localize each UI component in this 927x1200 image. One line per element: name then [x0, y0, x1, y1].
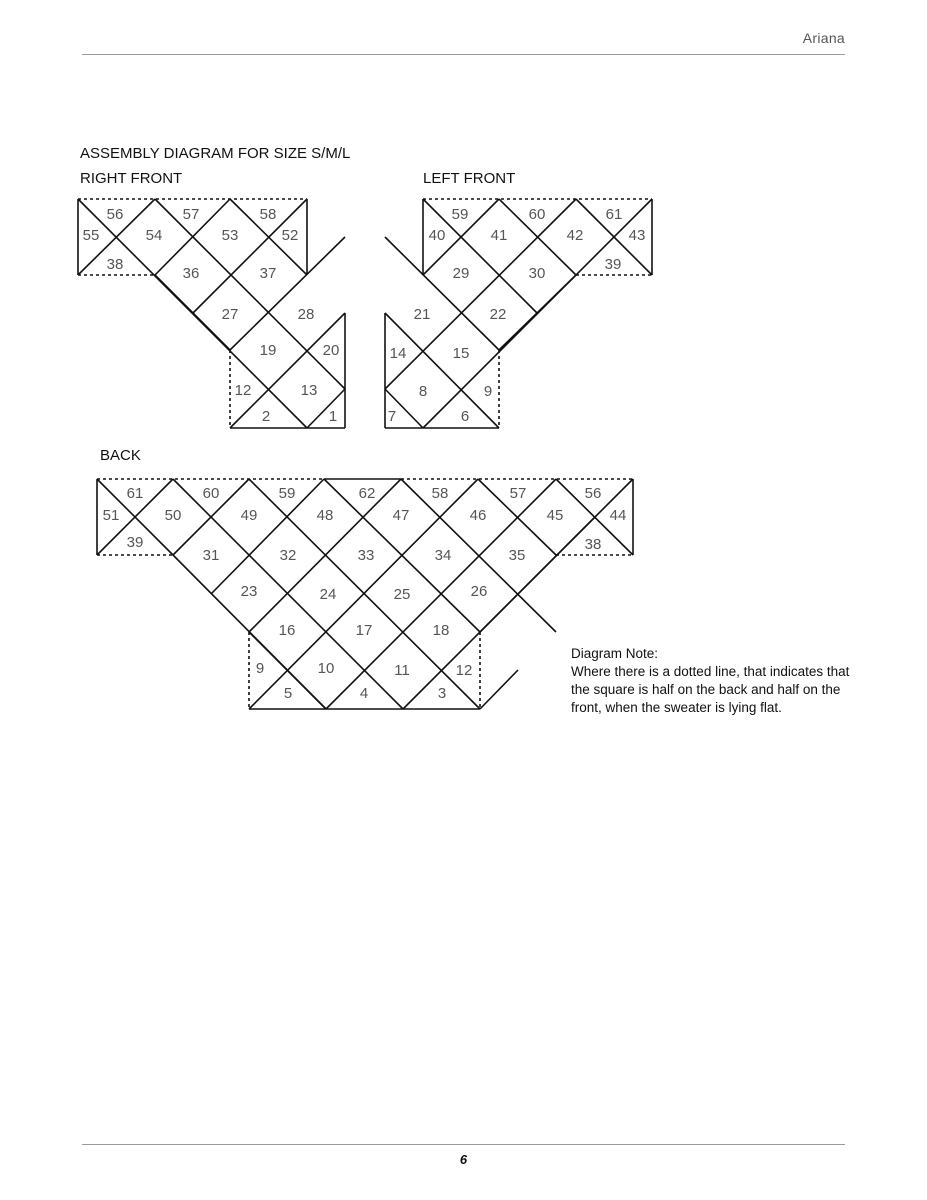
footer-rule [82, 1144, 845, 1145]
square-number: 57 [182, 206, 200, 223]
note-title: Diagram Note: [571, 646, 659, 661]
square-number: 53 [221, 227, 239, 244]
square-number: 41 [490, 227, 508, 244]
square-number: 44 [609, 507, 627, 524]
header-title: Ariana [802, 30, 845, 46]
square-number: 51 [102, 507, 120, 524]
square-number: 49 [240, 507, 258, 524]
square-number: 56 [106, 206, 124, 223]
square-number: 36 [182, 265, 200, 282]
square-number: 58 [431, 485, 449, 502]
square-number: 20 [322, 342, 340, 359]
square-number: 14 [389, 345, 407, 362]
square-number: 26 [470, 583, 488, 600]
square-number: 12 [455, 662, 473, 679]
back-label: BACK [100, 447, 141, 464]
square-number: 25 [393, 586, 411, 603]
square-number: 35 [508, 547, 526, 564]
square-number: 23 [240, 583, 258, 600]
square-number: 38 [106, 256, 124, 273]
note-line: front, when the sweater is lying flat. [571, 700, 782, 715]
square-number: 7 [387, 408, 397, 425]
square-number: 47 [392, 507, 410, 524]
square-number: 56 [584, 485, 602, 502]
note-line: the square is half on the back and half on the [571, 682, 841, 697]
square-number: 1 [328, 408, 338, 425]
square-number: 40 [428, 227, 446, 244]
square-number: 16 [278, 622, 296, 639]
square-number: 19 [259, 342, 277, 359]
square-number: 15 [452, 345, 470, 362]
square-number: 43 [628, 227, 646, 244]
diagram-title: ASSEMBLY DIAGRAM FOR SIZE S/M/L [80, 145, 351, 162]
square-number: 10 [317, 660, 335, 677]
square-number: 5 [283, 685, 293, 702]
left-front-labels [388, 206, 646, 425]
square-number: 18 [432, 622, 450, 639]
right-front-label: RIGHT FRONT [80, 170, 183, 187]
square-number: 60 [528, 206, 546, 223]
square-number: 39 [126, 534, 144, 551]
square-number: 55 [82, 227, 100, 244]
square-number: 12 [234, 382, 252, 399]
square-number: 34 [434, 547, 452, 564]
square-number: 39 [604, 256, 622, 273]
square-number: 9 [255, 660, 265, 677]
square-number: 37 [259, 265, 277, 282]
square-number: 30 [528, 265, 546, 282]
square-number: 59 [278, 485, 296, 502]
square-number: 50 [164, 507, 182, 524]
square-number: 46 [469, 507, 487, 524]
square-number: 52 [281, 227, 299, 244]
square-number: 29 [452, 265, 470, 282]
diagram-note [571, 645, 891, 717]
square-number: 4 [359, 685, 369, 702]
left-front-label: LEFT FRONT [423, 170, 516, 187]
square-number: 48 [316, 507, 334, 524]
square-number: 32 [279, 547, 297, 564]
square-number: 62 [358, 485, 376, 502]
square-number: 42 [566, 227, 584, 244]
square-number: 22 [489, 306, 507, 323]
note-line: Where there is a dotted line, that indicates that [571, 664, 850, 679]
square-number: 38 [584, 536, 602, 553]
square-number: 17 [355, 622, 373, 639]
square-number: 13 [300, 382, 318, 399]
right-front-labels [83, 206, 340, 425]
square-number: 21 [413, 306, 431, 323]
square-number: 11 [394, 662, 410, 679]
square-number: 60 [202, 485, 220, 502]
square-number: 9 [483, 383, 493, 400]
square-number: 31 [202, 547, 220, 564]
square-number: 33 [357, 547, 375, 564]
square-number: 45 [546, 507, 564, 524]
square-number: 28 [297, 306, 315, 323]
square-number: 24 [319, 586, 337, 603]
square-number: 8 [418, 383, 428, 400]
page-number: 6 [459, 1152, 468, 1167]
square-number: 2 [261, 408, 271, 425]
square-number: 61 [126, 485, 144, 502]
square-number: 54 [145, 227, 163, 244]
square-number: 27 [221, 306, 239, 323]
square-number: 3 [437, 685, 447, 702]
square-number: 59 [451, 206, 469, 223]
square-number: 58 [259, 206, 277, 223]
square-number: 57 [509, 485, 527, 502]
square-number: 61 [605, 206, 623, 223]
square-number: 6 [460, 408, 470, 425]
